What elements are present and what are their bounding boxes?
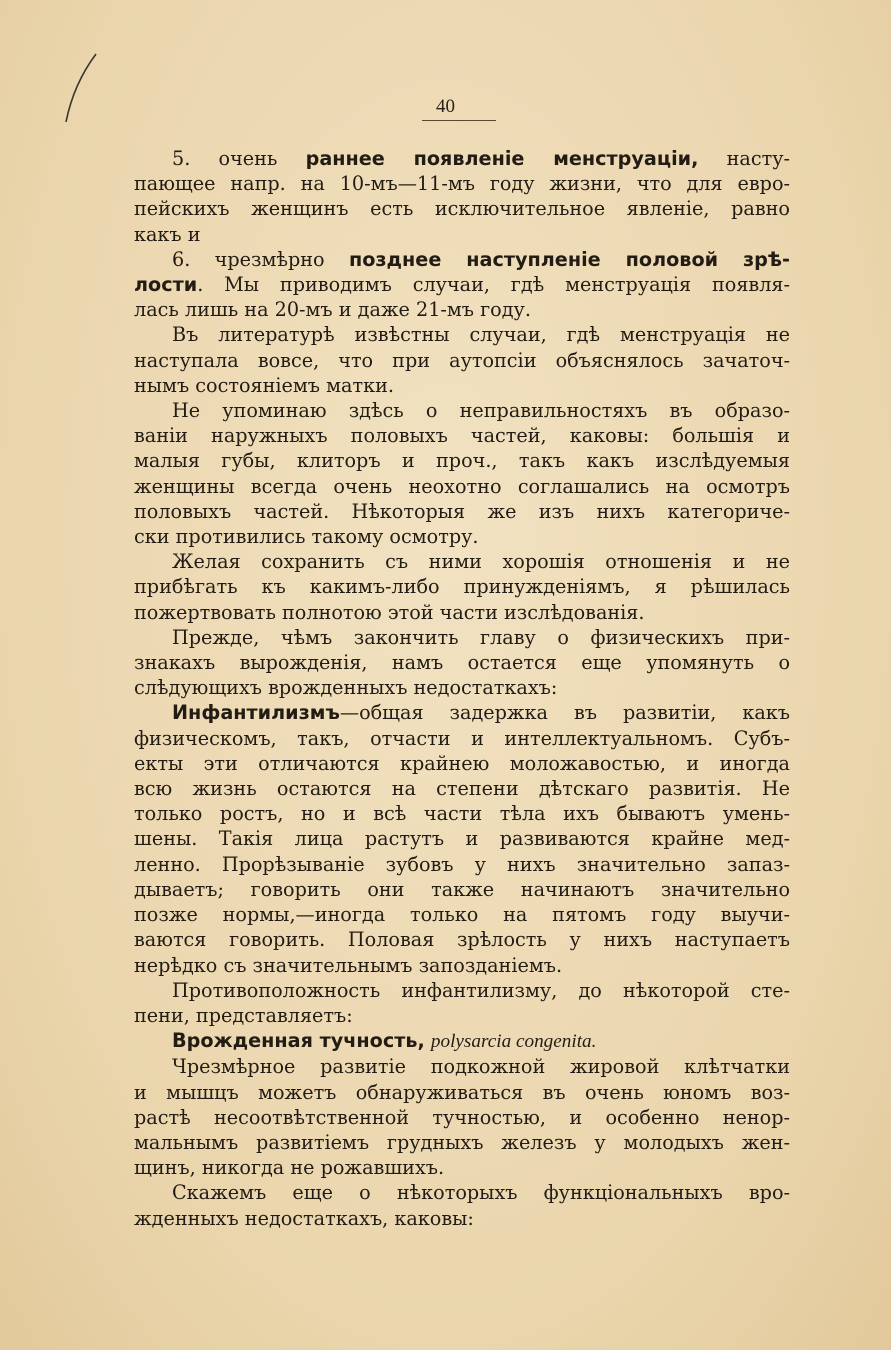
text-run: Чрезмѣрное развитіе подкожной жировой клѣтчатки xyxy=(172,1055,790,1079)
text-run: ски противились такому осмотру. xyxy=(134,525,479,549)
text-line xyxy=(134,826,790,851)
text-line xyxy=(134,499,790,524)
text-line xyxy=(134,549,790,574)
text-line xyxy=(134,272,790,297)
text-line xyxy=(134,1028,790,1054)
text-run: ваніи наружныхъ половыхъ частей, каковы: большія и xyxy=(134,424,790,448)
text-line xyxy=(134,1105,790,1130)
text-run: наступала вовсе, что при аутопсіи объяснялось зачаточ- xyxy=(134,348,790,372)
text-line xyxy=(134,247,790,272)
text-run: polysarcia congenita. xyxy=(430,1031,597,1053)
text-line xyxy=(134,423,790,448)
text-line xyxy=(134,348,790,373)
text-run: насту- xyxy=(698,147,790,170)
text-line xyxy=(134,625,790,650)
text-line xyxy=(134,1206,790,1231)
text-run: физическомъ, такъ, отчасти и интеллектуальномъ. Субъ- xyxy=(134,726,790,750)
text-line xyxy=(134,927,790,952)
text-line xyxy=(134,726,790,751)
text-line xyxy=(134,146,790,171)
text-run: Врожденная тучность, xyxy=(172,1029,425,1053)
text-run: ленно. Прорѣзываніе зубовъ у нихъ значительно запаз- xyxy=(134,852,790,876)
text-line xyxy=(134,776,790,801)
text-line xyxy=(134,574,790,599)
text-run: Противоположность инфантилизму, до нѣкоторой сте- xyxy=(172,978,790,1002)
text-line xyxy=(134,902,790,927)
text-run: нерѣдко съ значительнымъ запозданіемъ. xyxy=(134,953,563,977)
text-run: Скажемъ еще о нѣкоторыхъ функціональныхъ вро- xyxy=(172,1181,790,1205)
text-run: малыя губы, клиторъ и проч., такъ какъ изслѣдуемыя xyxy=(134,449,790,473)
text-line xyxy=(134,398,790,423)
text-run: позднее наступленіе половой зрѣ- xyxy=(348,247,790,271)
text-line xyxy=(134,675,790,700)
text-run: 5. очень xyxy=(172,147,306,170)
text-run: прибѣгать къ какимъ-либо принужденіямъ, я рѣшилась xyxy=(134,575,790,599)
text-run: женщины всегда очень неохотно соглашались на осмотръ xyxy=(134,474,790,498)
text-run: щинъ, никогда не рожавшихъ. xyxy=(134,1156,445,1180)
text-run: только ростъ, но и всѣ части тѣла ихъ бываютъ умень- xyxy=(134,802,790,826)
text-run: дываетъ; говорить они также начинаютъ значительно xyxy=(134,877,790,901)
text-line xyxy=(134,322,790,347)
text-run: пожертвовать полнотою этой части изслѣдованія. xyxy=(134,600,645,624)
text-line xyxy=(134,650,790,675)
text-line xyxy=(134,700,790,725)
text-run: нымъ состояніемъ матки. xyxy=(134,373,394,397)
text-line xyxy=(134,801,790,826)
text-run: раннее появленіе менструаціи, xyxy=(305,147,699,170)
text-line xyxy=(134,1054,790,1079)
text-run: и мышцъ можетъ обнаруживаться въ очень юномъ воз- xyxy=(134,1080,790,1104)
text-run: лости xyxy=(134,273,198,297)
text-line xyxy=(134,1155,790,1180)
text-run: мальнымъ развитіемъ грудныхъ железъ у молодыхъ жен- xyxy=(134,1130,790,1154)
text-line xyxy=(134,1180,790,1205)
text-line xyxy=(134,222,790,247)
text-line xyxy=(134,600,790,625)
text-run: . Мы приводимъ случаи, гдѣ менструація появля- xyxy=(197,273,790,297)
text-run: растѣ несоотвѣтственной тучностью, и особенно ненор- xyxy=(134,1105,790,1129)
text-run: екты эти отличаются крайнею моложавостью, и иногда xyxy=(134,751,790,775)
text-line xyxy=(134,474,790,499)
text-run: Инфантилизмъ xyxy=(172,701,340,725)
text-run: —общая задержка въ развитіи, какъ xyxy=(339,701,790,725)
text-line xyxy=(134,751,790,776)
text-line xyxy=(134,373,790,398)
text-run: половыхъ частей. Нѣкоторыя же изъ нихъ категориче- xyxy=(134,499,790,523)
text-line xyxy=(134,1080,790,1105)
text-run: пейскихъ женщинъ есть исключительное явленіе, равно xyxy=(134,197,790,221)
text-run: слѣдующихъ врожденныхъ недостаткахъ: xyxy=(134,676,558,700)
text-line xyxy=(134,196,790,221)
text-run: Не упоминаю здѣсь о неправильностяхъ въ образо- xyxy=(172,399,790,423)
text-line xyxy=(134,524,790,549)
text-run: пающее напр. на 10-мъ—11-мъ году жизни, что для евро- xyxy=(134,172,790,196)
text-run: 6. чрезмѣрно xyxy=(172,247,349,271)
header-rule xyxy=(422,120,496,121)
text-run: какъ и xyxy=(134,222,201,246)
text-line xyxy=(134,297,790,322)
text-run: Желая сохранить съ ними хорошія отношенія и не xyxy=(172,550,790,574)
text-run: ваются говорить. Половая зрѣлость у нихъ наступаетъ xyxy=(134,928,790,952)
body-text xyxy=(134,146,790,1231)
text-run: позже нормы,—иногда только на пятомъ году выучи- xyxy=(134,903,790,927)
text-run: Въ литературѣ извѣстны случаи, гдѣ менструація не xyxy=(172,323,790,347)
text-line xyxy=(134,1003,790,1028)
text-line xyxy=(134,1130,790,1155)
text-run: всю жизнь остаются на степени дѣтскаго развитія. Не xyxy=(134,777,790,801)
text-run: знакахъ вырожденія, намъ остается еще упомянуть о xyxy=(134,651,790,675)
text-line xyxy=(134,448,790,473)
text-run: Прежде, чѣмъ закончить главу о физическихъ при- xyxy=(172,625,790,649)
text-line xyxy=(134,953,790,978)
page-number: 40 xyxy=(436,96,455,117)
text-run: шены. Такія лица растутъ и развиваются крайне мед- xyxy=(134,827,790,851)
text-run: пени, представляетъ: xyxy=(134,1003,353,1027)
text-line xyxy=(134,171,790,196)
text-run: жденныхъ недостаткахъ, каковы: xyxy=(134,1206,474,1230)
text-run: лась лишь на 20-мъ и даже 21-мъ году. xyxy=(134,298,531,322)
text-line xyxy=(134,852,790,877)
text-line xyxy=(134,877,790,902)
text-line xyxy=(134,978,790,1003)
